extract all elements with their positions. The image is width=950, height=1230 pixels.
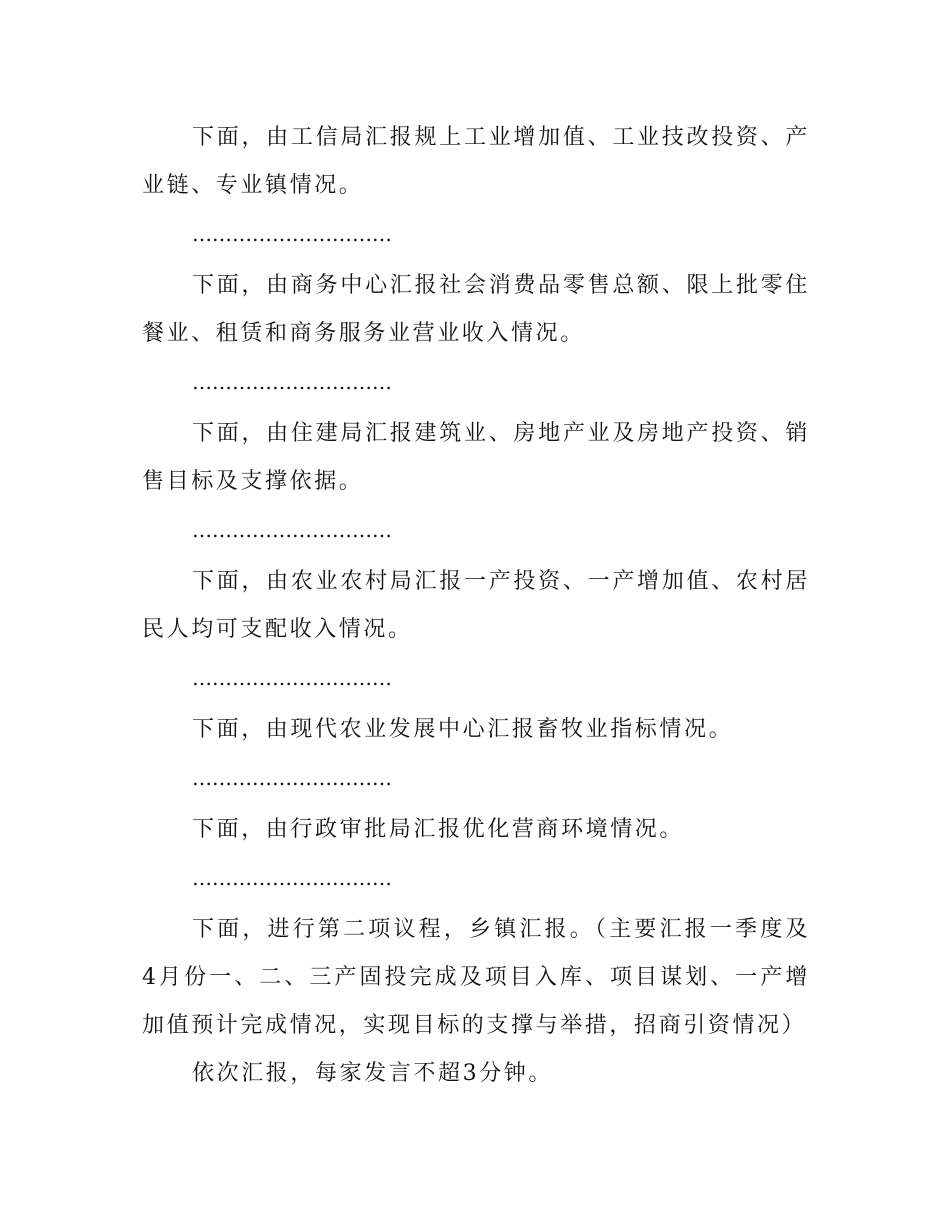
paragraph-industry-report: 下面，由工信局汇报规上工业增加值、工业技改投资、产业链、专业镇情况。: [142, 125, 810, 198]
ellipsis-separator: …………………………: [192, 666, 392, 690]
ellipsis-separator: …………………………: [192, 222, 392, 246]
ellipsis-separator: …………………………: [192, 370, 392, 394]
paragraph-modern-agriculture-report: 下面，由现代农业发展中心汇报畜牧业指标情况。: [192, 717, 734, 742]
paragraph-agriculture-report: 下面，由农业农村局汇报一产投资、一产增加值、农村居民人均可支配收入情况。: [142, 569, 810, 642]
ellipsis-separator: …………………………: [192, 518, 392, 542]
paragraph-approval-bureau-report: 下面，由行政审批局汇报优化营商环境情况。: [192, 817, 685, 842]
ellipsis-separator: …………………………: [192, 766, 392, 790]
document-body: [142, 114, 810, 1098]
paragraph-speaking-time-limit: 依次汇报，每家发言不超3分钟。: [192, 1061, 553, 1086]
paragraph-housing-report: 下面，由住建局汇报建筑业、房地产业及房地产投资、销售目标及支撑依据。: [142, 421, 810, 494]
ellipsis-separator: …………………………: [192, 866, 392, 890]
paragraph-commerce-report: 下面，由商务中心汇报社会消费品零售总额、限上批零住餐业、租赁和商务服务业营业收入情况。: [142, 273, 810, 346]
paragraph-second-agenda-item: 下面，进行第二项议程，乡镇汇报。（主要汇报一季度及4月份一、二、三产固投完成及项目入库、项目谋划、一产增加值预计完成情况，实现目标的支撑与举措，招商引资情况）: [142, 917, 810, 1038]
